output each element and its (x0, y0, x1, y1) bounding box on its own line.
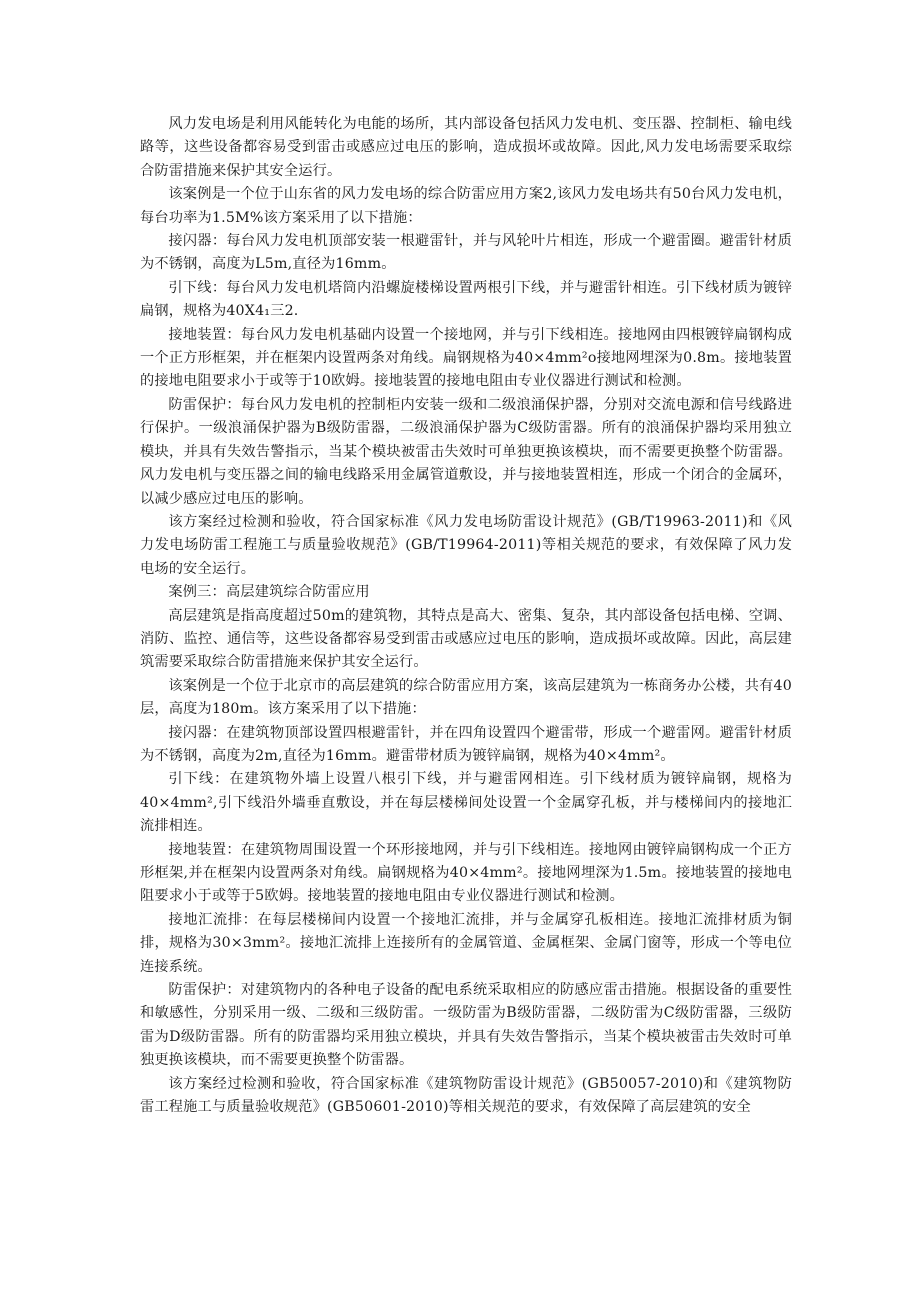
paragraph: 该方案经过检测和验收，符合国家标准《建筑物防雷设计规范》(GB50057-2010)和《建筑物防雷工程施工与质量验收规范》(GB50601-2010)等相关规范的要求，有效保障了高层建筑的安全 (140, 1075, 792, 1116)
paragraph: 防雷保护：对建筑物内的各种电子设备的配电系统采取相应的防感应雷击措施。根据设备的重要性和敏感性，分别采用一级、二级和三级防雷。一级防雷为B级防雷器，二级防雷为C级防雷器，三级防雷为D级防雷器。所有的防雷器均采用独立模块，并具有失效告警指示，当某个模块被雷击失效时可单独更换该模块，而不需要更换整个防雷器。 (140, 982, 792, 1069)
paragraph: 该方案经过检测和验收，符合国家标准《风力发电场防雷设计规范》(GB/T19963-2011)和《风力发电场防雷工程施工与质量验收规范》(GB/T19964-2011)等相关规范的要求，有效保障了风力发电场的安全运行。 (140, 513, 792, 577)
paragraph: 接地装置：每台风力发电机基础内设置一个接地网，并与引下线相连。接地网由四根镀锌扁钢构成一个正方形框架，并在框架内设置两条对角线。扁钢规格为40×4mm²o接地网埋深为0.8m。接地装置的接地电阻要求小于或等于10欧姆。接地装置的接地电阻由专业仪器进行测试和检测。 (140, 326, 792, 390)
paragraph: 接地装置：在建筑物周围设置一个环形接地网，并与引下线相连。接地网由镀锌扁钢构成一个正方形框架,并在框架内设置两条对角线。扁钢规格为40×4mm²。接地网埋深为1.5m。接地装置的接地电阻要求小于或等于5欧姆。接地装置的接地电阻由专业仪器进行测试和检测。 (140, 841, 792, 905)
document-body (140, 113, 792, 1119)
paragraph: 风力发电场是利用风能转化为电能的场所，其内部设备包括风力发电机、变压器、控制柜、输电线路等，这些设备都容易受到雷击或感应过电压的影响，造成损坏或故障。因此,风力发电场需要采取综合防雷措施来保护其安全运行。 (140, 116, 792, 179)
paragraph: 高层建筑是指高度超过50m的建筑物，其特点是高大、密集、复杂，其内部设备包括电梯、空调、消防、监控、通信等，这些设备都容易受到雷击或感应过电压的影响，造成损坏或故障。因此，高层建筑需要采取综合防雷措施来保护其安全运行。 (140, 607, 792, 671)
section-heading: 案例三：高层建筑综合防雷应用 (168, 584, 370, 601)
paragraph: 引下线：在建筑物外墙上设置八根引下线，并与避雷网相连。引下线材质为镀锌扁钢，规格为40×4mm²,引下线沿外墙垂直敷设，并在每层楼梯间处设置一个金属穿孔板，并与楼梯间内的接地汇流排相连。 (140, 771, 792, 835)
paragraph: 接地汇流排：在每层楼梯间内设置一个接地汇流排，并与金属穿孔板相连。接地汇流排材质为铜排，规格为30×3mm²。接地汇流排上连接所有的金属管道、金属框架、金属门窗等，形成一个等电位连接系统。 (140, 911, 792, 975)
paragraph: 该案例是一个位于北京市的高层建筑的综合防雷应用方案，该高层建筑为一栋商务办公楼，共有40层，高度为180m。该方案采用了以下措施： (140, 677, 792, 718)
paragraph: 接闪器：在建筑物顶部设置四根避雷针，并在四角设置四个避雷带，形成一个避雷网。避雷针材质为不锈钢，高度为2m,直径为16mm。避雷带材质为镀锌扁钢，规格为40×4mm²。 (140, 724, 792, 764)
paragraph: 防雷保护：每台风力发电机的控制柜内安装一级和二级浪涌保护器，分别对交流电源和信号线路进行保护。一级浪涌保护器为B级防雷器，二级浪涌保护器为C级防雷器。所有的浪涌保护器均采用独立模块，并具有失效告警指示，当某个模块被雷击失效时可单独更换该模块，而不需要更换整个防雷器。风力发电机与变压器之间的输电线路采用金属管道敷设，并与接地装置相连，形成一个闭合的金属环，以减少感应过电压的影响。 (140, 396, 792, 507)
paragraph: 该案例是一个位于山东省的风力发电场的综合防雷应用方案2,该风力发电场共有50台风力发电机，每台功率为1.5M%该方案采用了以下措施： (140, 186, 792, 226)
paragraph: 引下线：每台风力发电机塔筒内沿螺旋楼梯设置两根引下线，并与避雷针相连。引下线材质为镀锌扁钢，规格为40X4₁三2. (140, 279, 792, 320)
paragraph: 接闪器：每台风力发电机顶部安装一根避雷针，并与风轮叶片相连，形成一个避雷圈。避雷针材质为不锈钢，高度为L5m,直径为16mm。 (140, 233, 792, 273)
